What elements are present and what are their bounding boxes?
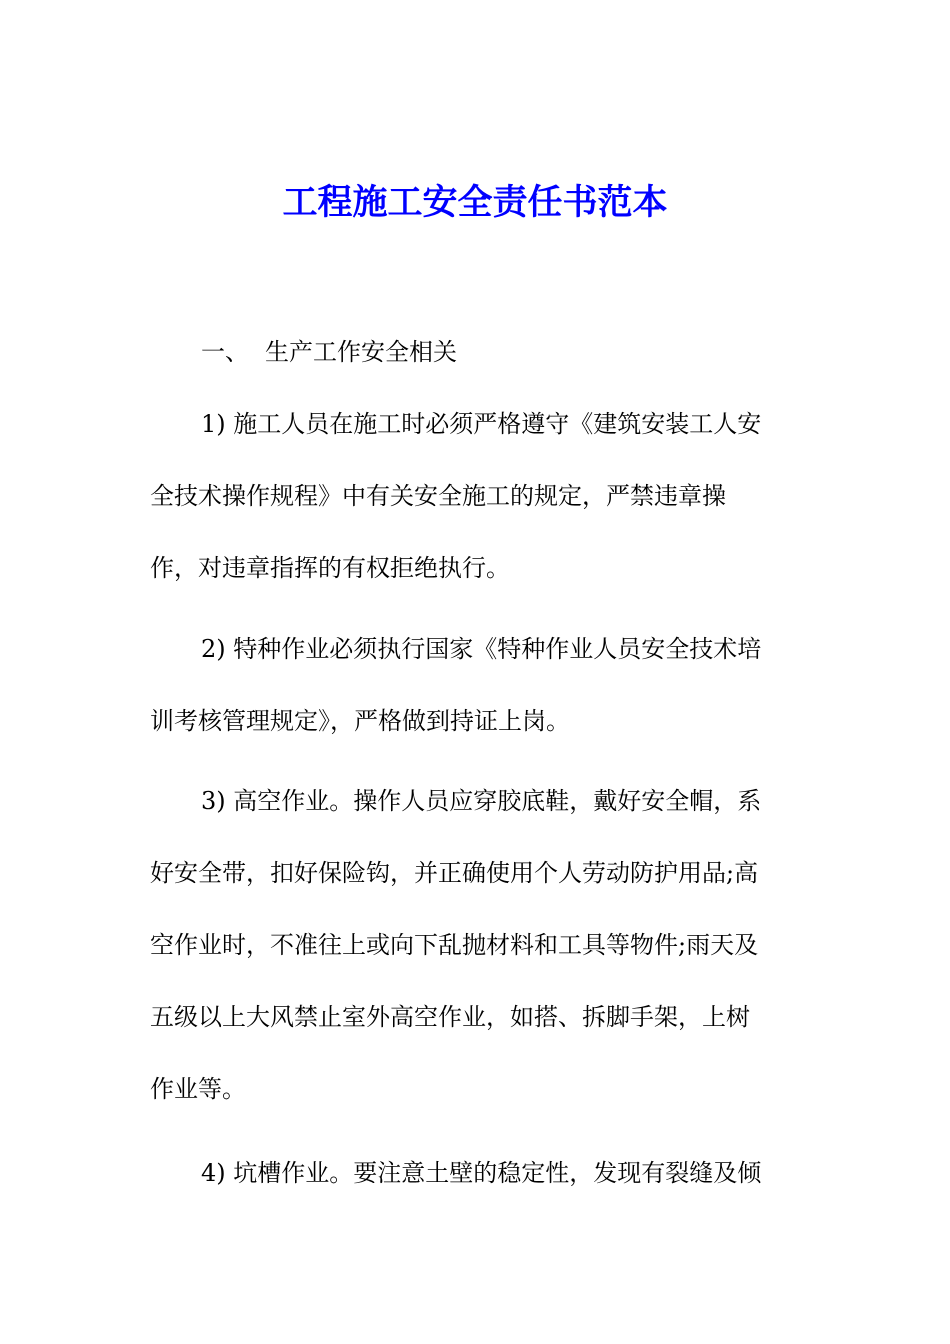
section-number: 一、 [201, 338, 249, 366]
paragraph-line: 2) 特种作业必须执行国家《特种作业人员安全技术培 [201, 635, 762, 663]
paragraph-line: 全技术操作规程》中有关安全施工的规定，严禁违章操 [150, 482, 726, 510]
paragraph-line: 好安全带，扣好保险钩，并正确使用个人劳动防护用品;高 [150, 859, 759, 887]
paragraph-3 [150, 783, 810, 1143]
paragraph-line: 训考核管理规定》，严格做到持证上岗。 [150, 707, 570, 735]
paragraph-line: 五级以上大风禁止室外高空作业，如搭、拆脚手架，上树 [150, 1003, 750, 1031]
paragraph-4 [150, 1155, 810, 1227]
paragraph-1 [150, 406, 810, 622]
paragraph-2 [150, 631, 810, 775]
paragraph-line: 1) 施工人员在施工时必须严格遵守《建筑安装工人安 [201, 410, 762, 438]
paragraph-line: 空作业时，不准往上或向下乱抛材料和工具等物件;雨天及 [150, 931, 759, 959]
paragraph-line: 作，对违章指挥的有权拒绝执行。 [150, 554, 510, 582]
paragraph-line: 3) 高空作业。操作人员应穿胶底鞋，戴好安全帽，系 [201, 787, 762, 815]
section-heading [201, 334, 457, 370]
paragraph-line: 作业等。 [150, 1075, 246, 1103]
section-heading-text: 生产工作安全相关 [265, 338, 457, 366]
document-title: 工程施工安全责任书范本 [282, 182, 668, 223]
paragraph-line: 4) 坑槽作业。要注意土壁的稳定性，发现有裂缝及倾 [201, 1159, 762, 1187]
